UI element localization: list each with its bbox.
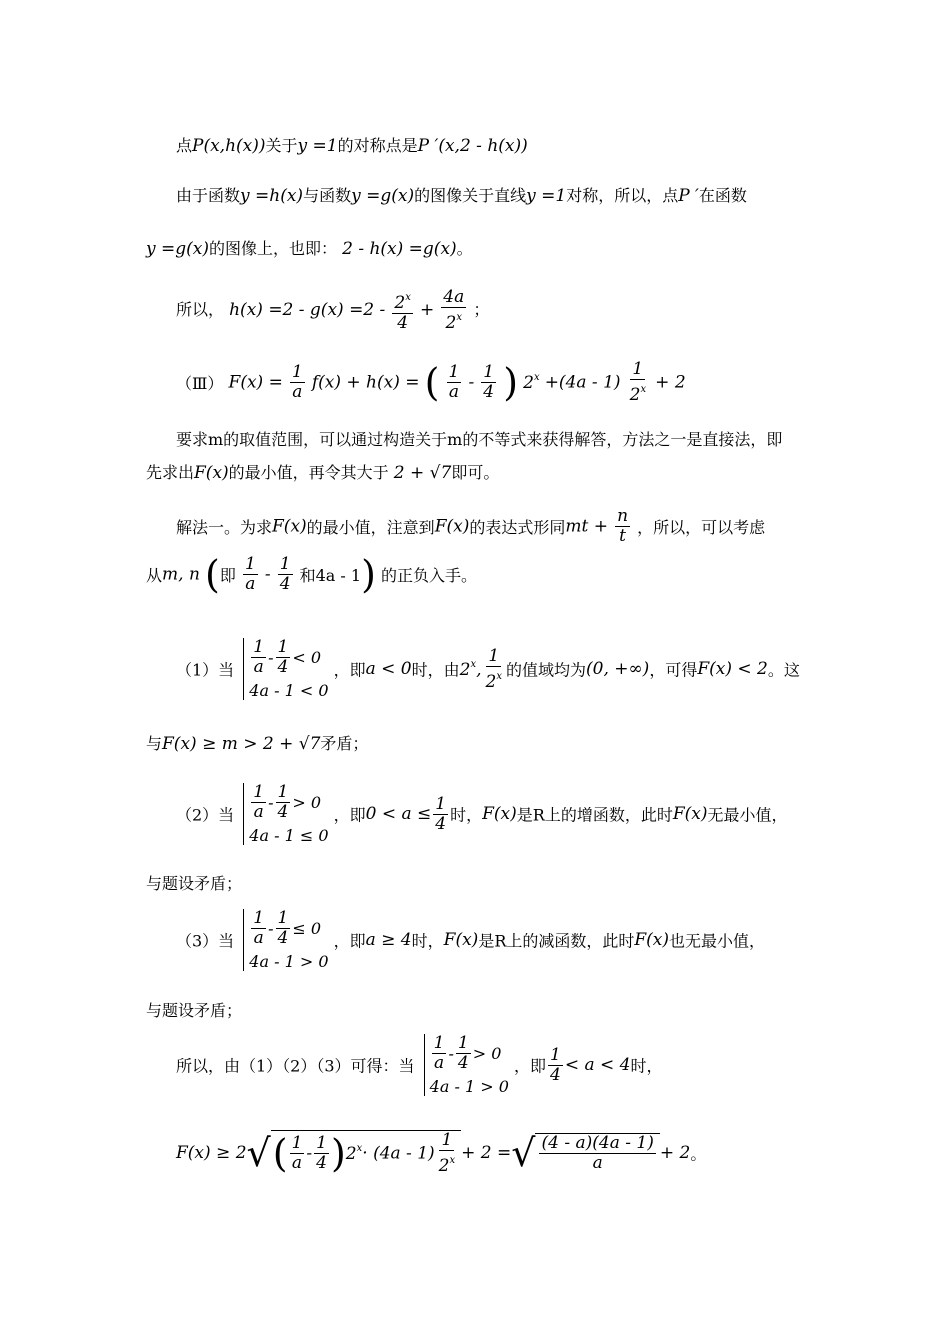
sup: x	[640, 384, 647, 395]
fraction	[276, 638, 291, 677]
den: 4	[277, 802, 289, 822]
den: 4	[279, 574, 291, 594]
case-3	[176, 909, 765, 971]
fraction	[251, 783, 266, 822]
text: 的表达式形同	[469, 518, 566, 537]
text: 时，	[411, 931, 444, 951]
final-inequality	[176, 1130, 706, 1176]
math: 2$^x$,	[459, 658, 482, 680]
sup: x	[496, 670, 502, 682]
den: a	[291, 1153, 303, 1173]
case-1	[176, 638, 800, 700]
sup: x	[449, 1155, 456, 1166]
text: 时，	[630, 1056, 663, 1076]
den: 4	[457, 1053, 469, 1073]
math: F(x)	[634, 930, 670, 950]
text: 是R上的减函数，此时	[478, 931, 635, 951]
den: 4	[435, 813, 447, 834]
text: 即可。	[451, 463, 500, 482]
radical-sign: √	[246, 1131, 271, 1175]
num: 1	[277, 637, 289, 657]
sup: x	[470, 658, 477, 670]
radical-sign: √	[511, 1131, 536, 1175]
paragraph-strategy-1	[176, 427, 782, 450]
text: 与	[146, 734, 163, 753]
case-brace	[243, 638, 328, 700]
math: F(x)	[672, 804, 708, 824]
den: 4	[316, 1153, 327, 1173]
text: 由于函数	[176, 186, 241, 205]
summary-cases	[176, 1034, 662, 1096]
sqrt-body	[271, 1130, 461, 1176]
math: + 2	[659, 1143, 691, 1163]
den: a	[253, 928, 264, 948]
den: a	[433, 1053, 445, 1073]
left-paren: (	[205, 552, 220, 597]
text: 点	[176, 136, 193, 155]
math: F(x)	[194, 463, 229, 483]
math: a ≥ 4	[365, 930, 412, 950]
num: 1	[291, 1133, 303, 1153]
text: 与题设矛盾；	[146, 1001, 243, 1020]
brace-row	[249, 638, 328, 677]
text: 的图像上，也即：	[209, 239, 338, 258]
text: 关于	[265, 136, 298, 155]
text: 要求m的取值范围，可以通过构造关于m的不等式来获得解答，方法之一是直接法，即	[176, 430, 783, 449]
text: 与题设矛盾；	[146, 874, 243, 893]
fraction	[437, 1131, 457, 1176]
den: 4	[277, 657, 289, 677]
num: 1	[253, 782, 265, 802]
text: 即	[219, 566, 236, 585]
den: a	[292, 382, 303, 402]
case-1-contradiction	[146, 731, 368, 754]
math	[346, 1144, 362, 1164]
num: 1	[277, 782, 289, 802]
paragraph-signs	[146, 552, 478, 597]
brace-row	[430, 1034, 509, 1073]
math: < a < 4	[564, 1055, 631, 1075]
num: 1	[448, 362, 460, 382]
fraction	[290, 1134, 305, 1173]
text: 的值域均为	[506, 660, 587, 680]
den: a	[253, 657, 264, 677]
case-2	[176, 783, 788, 845]
math: f(x) + h(x) =	[311, 372, 420, 393]
brace-row	[249, 909, 328, 948]
den: 4	[397, 313, 409, 333]
math: 2 + √7	[393, 463, 452, 483]
den: 2	[438, 1156, 450, 1176]
num: 1	[316, 1133, 327, 1153]
text: 时，由	[411, 660, 460, 680]
left-paren: (	[424, 360, 440, 405]
math: -	[264, 564, 271, 585]
math: P ′(x,2 - h(x))	[417, 136, 528, 156]
paragraph-on-graph	[146, 236, 473, 259]
den: a	[253, 802, 264, 822]
math: + 2	[655, 372, 686, 393]
brace-row: 4a - 1 > 0	[429, 1077, 509, 1096]
brace-row: 4a - 1 ≤ 0	[249, 826, 329, 845]
text: ，即	[333, 660, 366, 680]
text: 从	[146, 566, 163, 585]
paragraph-method-one	[176, 507, 765, 546]
sup: x	[533, 372, 540, 383]
text: 的对称点是	[337, 136, 418, 155]
den: t	[619, 526, 626, 546]
num: 1	[277, 908, 289, 928]
text: 和4a - 1	[299, 566, 362, 585]
label: （Ⅲ）	[176, 374, 224, 393]
num: n	[617, 506, 629, 526]
math: -	[306, 1143, 313, 1164]
case-2-contradiction	[146, 871, 242, 894]
text: 。这	[767, 660, 800, 680]
math: (0, +∞)	[586, 659, 650, 679]
text: 在函数	[698, 186, 747, 205]
fraction	[615, 507, 630, 546]
fraction	[548, 1046, 563, 1085]
den: 2	[629, 385, 641, 405]
num: 1	[457, 1033, 469, 1053]
math: > 0	[472, 1044, 502, 1063]
fraction	[628, 360, 648, 405]
math: F(x) < 2	[697, 659, 768, 679]
math: P(x,h(x))	[192, 136, 266, 156]
math	[523, 373, 539, 393]
text: 的最小值，注意到	[306, 518, 435, 537]
text: 矛盾；	[320, 734, 369, 753]
text: 所以，由（1）（2）（3）可得：当	[176, 1056, 415, 1076]
num: 2	[394, 293, 406, 313]
text: ，即	[513, 1056, 546, 1076]
den: 4	[549, 1064, 561, 1085]
right-paren: )	[361, 552, 376, 597]
math: a < 0	[365, 659, 412, 679]
text: 也无最小值，	[669, 931, 766, 951]
text: 解法一。为求	[176, 518, 273, 537]
fraction	[243, 555, 258, 594]
math: y =h(x)	[240, 186, 304, 206]
num: 1	[253, 637, 265, 657]
num: 1	[244, 554, 256, 574]
den: a	[245, 574, 256, 594]
num: 1	[632, 359, 644, 379]
math: m, n	[162, 564, 200, 585]
math: < 0	[292, 648, 322, 667]
fraction	[456, 1034, 471, 1073]
math: +	[419, 300, 435, 320]
case-3-contradiction	[146, 998, 242, 1021]
fraction	[276, 783, 291, 822]
case-brace	[243, 783, 328, 845]
label: （2）当	[176, 805, 235, 825]
sup: x	[356, 1143, 363, 1154]
math: y =1	[297, 136, 338, 156]
fraction	[278, 555, 293, 594]
fraction	[433, 795, 448, 834]
brace-row: 4a - 1 < 0	[249, 681, 329, 700]
math: F(x) ≥ m > 2 + √7	[162, 734, 321, 754]
math: h(x) =2 - g(x) =2 -	[229, 300, 386, 320]
text: ；	[473, 300, 490, 319]
text: 的正负入手。	[381, 566, 478, 585]
math: F(x)	[272, 516, 307, 537]
math: -	[268, 648, 274, 667]
text: 无最小值，	[707, 805, 788, 825]
math: -	[268, 793, 274, 812]
fraction	[290, 363, 305, 402]
text: 的图像关于直线	[414, 186, 527, 205]
num: 1	[279, 554, 291, 574]
fraction	[251, 638, 266, 677]
text: 对称，所以，点	[566, 186, 679, 205]
right-paren: )	[503, 360, 519, 405]
num: 1	[435, 793, 447, 814]
num: 1	[483, 362, 495, 382]
text: 。	[690, 1144, 707, 1164]
math: · (4a - 1)	[362, 1143, 435, 1164]
math: 2	[523, 373, 534, 393]
text: 是R上的增函数，此时	[516, 805, 673, 825]
math: 2	[459, 659, 471, 680]
text: 先求出	[146, 463, 195, 482]
sup: x	[456, 312, 462, 323]
den: 2	[445, 313, 457, 333]
fraction	[276, 909, 291, 948]
fraction	[432, 1034, 447, 1073]
sqrt-body	[535, 1133, 659, 1173]
fraction	[251, 909, 266, 948]
math: P ′	[678, 186, 699, 206]
left-paren: (	[272, 1131, 288, 1176]
math: F(x)	[443, 930, 479, 950]
num: 1	[433, 1033, 445, 1053]
math: F(x) ≥ 2	[176, 1143, 247, 1163]
fraction	[392, 288, 412, 333]
case-brace	[243, 909, 328, 971]
paragraph-Fx	[176, 360, 686, 405]
label: （3）当	[176, 931, 235, 951]
num: 4a	[443, 287, 465, 307]
text: 所以，	[176, 300, 225, 319]
math: -	[448, 1044, 454, 1063]
den: a	[448, 382, 459, 402]
sup: x	[405, 292, 411, 303]
math: 2 - h(x) =g(x)	[342, 239, 457, 259]
math: y =g(x)	[146, 239, 209, 259]
math: y =1	[526, 186, 567, 206]
num: 1	[549, 1044, 561, 1065]
math: F(x)	[434, 516, 470, 537]
text: 。	[456, 239, 473, 258]
math: y =g(x)	[351, 186, 415, 206]
math: -	[468, 372, 475, 393]
den: 4	[483, 382, 495, 402]
paragraph-symmetric-point	[176, 133, 528, 156]
math: 0 < a ≤	[365, 804, 432, 824]
math: F(x)	[482, 804, 517, 824]
fraction	[539, 1134, 655, 1173]
num: 1	[441, 1130, 453, 1150]
math: > 0	[292, 793, 322, 812]
fraction	[314, 1134, 329, 1173]
text: 与函数	[303, 186, 352, 205]
num: 1	[488, 645, 500, 666]
num: 1	[253, 908, 265, 928]
den: 4	[277, 928, 289, 948]
text: ，所以，可以考虑	[637, 518, 766, 537]
num: 1	[291, 362, 303, 382]
den: a	[592, 1153, 603, 1173]
den: 2	[485, 671, 497, 692]
brace-row	[249, 783, 328, 822]
text: 的最小值，再令其大于	[228, 463, 389, 482]
math: +(4a - 1)	[544, 372, 621, 393]
math: + 2 =	[461, 1143, 512, 1163]
math: ≤ 0	[292, 919, 322, 938]
fraction	[447, 363, 462, 402]
math: 2	[345, 1144, 357, 1164]
num: (4 - a)(4a - 1)	[541, 1133, 654, 1153]
fraction	[481, 363, 496, 402]
fraction	[441, 288, 466, 333]
paragraph-symmetric-graph	[176, 183, 747, 206]
label: （1）当	[176, 660, 235, 680]
fraction	[484, 647, 504, 692]
paragraph-hx	[176, 288, 489, 333]
case-brace	[424, 1034, 509, 1096]
text: ，可得	[649, 660, 698, 680]
paragraph-strategy-2	[146, 460, 499, 483]
text: ，即	[333, 931, 366, 951]
math: -	[268, 919, 274, 938]
brace-row: 4a - 1 > 0	[249, 952, 329, 971]
math: mt +	[565, 516, 608, 537]
math: F(x) =	[228, 372, 283, 393]
text: 时，	[450, 805, 483, 825]
text: ，即	[333, 805, 366, 825]
right-paren: )	[330, 1131, 346, 1176]
